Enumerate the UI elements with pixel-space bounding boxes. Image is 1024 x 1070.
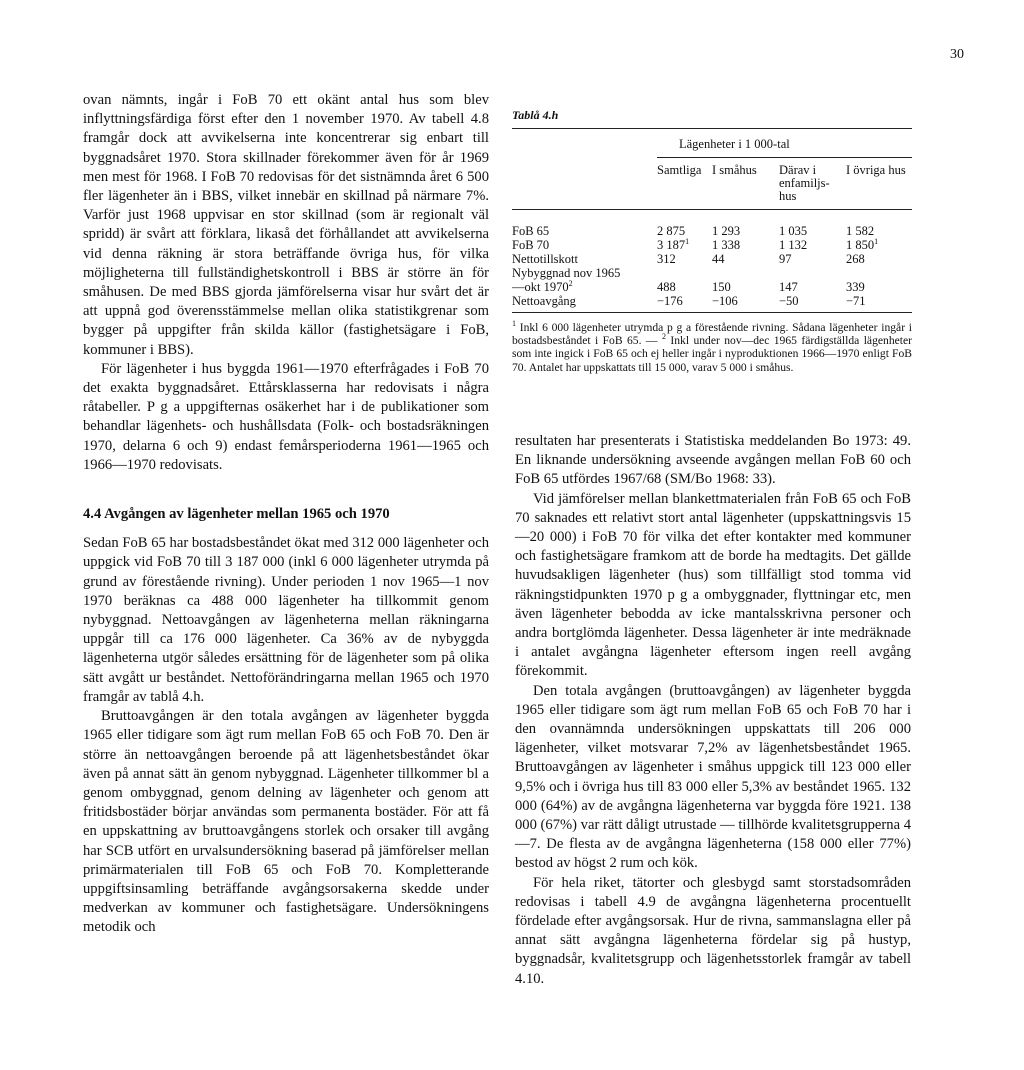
body-paragraph: Vid jämförelser mellan blankettmaterialen från FoB 65 och FoB 70 saknades ett relativt stort antal lägenheter (uppskattningsvis 15—20 000) i FoB 70 för vilka det efter kontakter med kommuner och fastighetsägare framkom att de borde ha medtagits. Det gällde huvudsakligen lägenheter (hus) som tillfälligt stod tomma vid räkningstidpunkten 1970 p g a ombyggnader, flyttningar etc, men även lägenheter bebodda av icke mantalsskrivna personer och andra bortglömda lägenheter. Dessa lägenheter är inte medräknade i antalet avgångna lägenheter eftersom ingen reell avgång förekommit. [515,490,911,680]
body-paragraph: Den totala avgången (bruttoavgången) av lägenheter byggda 1965 eller tidigare som ägt rum mellan FoB 65 och FoB 70 har i den ovannämnda undersökningen uppskattats till 206 000 lägenheter, vilket motsvarar 7,2% av lägenhetsbeståndet 1965. Bruttoavgången av lägenheter i småhus uppgick till 123 000 eller 9,5% och i övriga hus till 83 000 eller 5,3% av beståndet 1965. 132 000 (64%) av de avgångna lägenheterna var byggda före 1921. 138 000 (67%) var rätt dåligt utrustade — tillhörde kvalitetsgrupperna 4—7. De flesta av de avgångna lägenheterna (158 000 eller 77%) bestod av högst 2 rum och kök. [515,682,911,872]
table-row: —okt 1970$^2$ 488 150 147 339 [512,278,865,294]
body-paragraph: För lägenheter i hus byggda 1961—1970 efterfrågades i FoB 70 det exakta byggnadsåret. Ettårsklasserna har redovisats i några råtabeller. P g a uppgifternas osäkerhet har i de publikationer som behandlar lägenhets- och hushållsdata (Folk- och bostadsräkningen 1970, delarna 6 och 9) endast femårsperioderna 1961—1965 och 1966—1970 redovisats. [83,360,489,473]
column-header: I småhus [712,163,757,177]
table-row: Nettotillskott 312 44 97 268 [512,252,865,266]
body-paragraph: Sedan FoB 65 har bostadsbeståndet ökat med 312 000 lägenheter och uppgick vid FoB 70 till 3 187 000 (inkl 6 000 lägenheter utrymda på grund av förestående rivning). Under perioden 1 nov 1965—1 nov 1970 beräknas ca 488 000 lägenheter ha tillkommit genom nybyggnad. Nettoavgången av lägenheterna mellan räkningarna uppgår till ca 176 000 lägenheter. Ca 36% av de nybyggda lägenheterna utgör således ersättning för de lägenheter som på olika sätt avgått ur beståndet. Nettoförändringarna mellan 1965 och 1970 framgår av tablå 4.h. [83,535,489,705]
table-row: FoB 70 3 $187^1$ 1 338 1 132 1 $850^1$ [512,236,879,252]
page-number: 30 [950,47,964,62]
table-row: Nybyggnad nov 1965 [512,266,621,280]
table-footnote: $^1$ Inkl 6 000 lägenheter utrymda p g a förestående rivning. Sådana lägenheter ingår i bostadsbeståndet i FoB 65. — $^2$ Inkl under nov—dec 1965 färdigställda lägenheter som inte ingick i FoB 65 och ej heller ingår i nyproduktionen 1966—1970 enligt FoB 70. Antalet har uppskattats till 15 000, varav 5 000 i småhus. [512,319,912,374]
data-table [512,129,912,313]
tabla-4h [512,108,912,374]
table-title: Tablå 4.h [512,108,559,122]
body-paragraph: resultaten har presenterats i Statistiska meddelanden Bo 1973: 49. En liknande undersökning avseende avgången mellan FoB 60 och FoB 65 utfördes 1967/68 (SM/Bo 1968: 33). [515,433,911,488]
body-paragraph: Bruttoavgången är den totala avgången av lägenheter byggda 1965 eller tidigare som ägt rum mellan FoB 65 och FoB 70. Den är större än nettoavgången beroende på att lägenhetsbeståndet ökar även på annat sätt än genom nybyggnad. Lägenheter tillkommer bl a genom ombyggnad, genom delning av lägenheter och genom att fritidsbostäder börjar användas som permanenta bostäder. För att få en uppskattning av bruttoavgångens storlek och orsaker till avgång har SCB utfört en urvalsundersökning baserad på jämförelser mellan primärmaterialen till FoB 65 och FoB 70. Kompletterande uppgiftsinsamling beträffande avgångsorsakerna skedde under medverkan av kommuner och fastighetsägare. Undersökningens metodik och [83,708,489,936]
column-header: Samtliga [657,163,702,177]
right-column [515,432,911,989]
group-header: Lägenheter i 1 000-tal [657,129,912,158]
table-row: Nettoavgång −176 −106 −50 −71 [512,294,912,313]
body-paragraph: För hela riket, tätorter och glesbygd samt storstadsområden redovisas i tabell 4.9 de avgångna lägenheterna procentuellt fördelade efter avgångsorsak. Hur de rivna, sammanslagna eller på annat sätt avgångna lägenheterna fördelar sig på hustyp, byggnadsår, kvalitetsgrupp och lägenhetsstorlek framgår av tabell 4.10. [515,874,911,987]
body-paragraph: ovan nämnts, ingår i FoB 70 ett okänt antal hus som blev inflyttningsfärdiga först efter den 1 november 1970. Av tabell 4.8 framgår dock att avvikelserna inte koncentrerar sig enbart till byggnadsåret 1970. Stora skillnader förekommer även för år 1969 men mest för 1968. I FoB 70 redovisas för det sistnämnda året 6 500 fler lägenheter än i BBS, vilket innebär en skillnad på närmare 7%. Varför just 1968 uppvisar en stor skillnad (som är regionalt väl spridd) är svårt att förklara, likaså det förhållandet att avvikelserna vid denna räkning är stora beträffande övriga hus, för vilka möjligheterna till fullständighetskontroll i BBS är större än för småhusen. De med BBS gjorda jämförelserna visar hur svårt det är att uppnå god överensstämmelse mellan olika statistikgrenar som bygger på uppgifter från skilda källor (fastighetsägare i FoB, kommuner i BBS). [83,92,489,358]
section-heading: 4.4 Avgången av lägenheter mellan 1965 och 1970 [83,506,390,523]
left-column [83,91,489,938]
table-row: FoB 65 2 875 1 293 1 035 1 582 [512,224,875,238]
column-header: I övriga hus [846,163,906,177]
column-header: Därav i enfamiljs-hus [779,163,830,203]
